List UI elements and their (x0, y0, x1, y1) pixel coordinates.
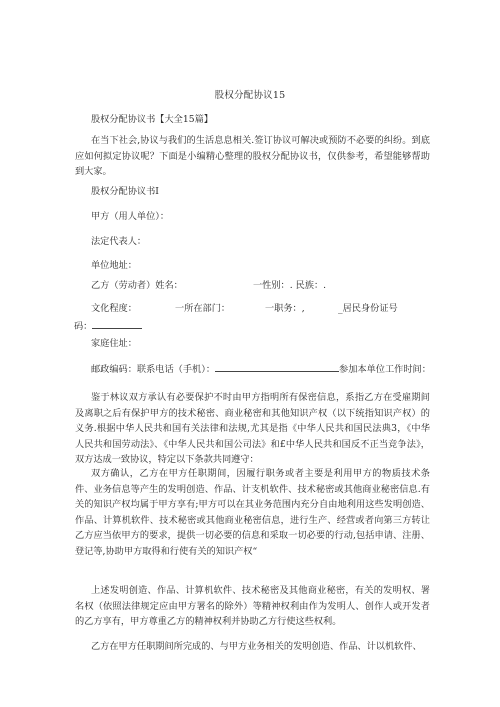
employment-works-paragraph: 乙方在甲方任职期间所完成的、与甲方业务相关的发明创造、作品、计以机软件、 (91, 641, 422, 652)
phone-blank (215, 361, 339, 372)
party-b-gender-ethnicity-field: 一性别：. 民族：. (253, 280, 327, 291)
home-address-field: 家庭住址： (91, 338, 137, 349)
join-date-label: 参加本单位工作时间： (339, 364, 431, 375)
id-card-code-label (74, 318, 142, 333)
education-field: 文化程度： (91, 303, 137, 314)
postal-phone-line (91, 361, 431, 376)
id-card-code-text: 码： (74, 321, 93, 332)
party-b-name-field: 乙方（劳动者）姓名： (91, 280, 183, 291)
ownership-paragraph: 双方确认，乙方在甲方任职期间，因履行职务或者主要是利用甲方的物质技术条件、业务信息等产生的发明创造、作品、计支机软件、技术秘密或其他商业秘密信息.有关的知识产权均属于甲方享有;甲方可以在其业务范围内充分自由地利用这些发明创造、作品、计算机软件、技术秘密或其他商业秘密信息，进行生产、经营或者向第三方转让乙方应当依甲方的要求，提供一切必要的信息和采取一切必要的行动,包括申请、注册、登记等,协助甲方取得和行使有关的知识产权“ (75, 468, 430, 557)
document-title: 股权分配协议15 (214, 90, 286, 101)
postal-phone-label: 邮政编码：联系电话（手机）： (91, 364, 216, 375)
section-heading: 股权分配协议书I (91, 186, 159, 197)
id-card-code-blank (92, 318, 142, 329)
id-card-field: _居民身份证号 (338, 303, 398, 314)
party-a-field: 甲方（用人单位）： (91, 211, 170, 222)
intro-paragraph: 在当下社会,协议与我们的生活息息相关.签订协议可解决或预防不必要的纠纷。到底应如何拟定协议呢？下面是小编精心整理的股权分配协议书，仅供参考，希望能够帮助到大家。 (75, 135, 430, 178)
position-field: 一职务：, (265, 303, 305, 314)
document-subtitle: 股权分配协议书【大全15篇】 (91, 114, 213, 125)
recital-paragraph: 鉴于林议双方承认有必要保护不时由甲方指明所有保密信息，系指乙方在受雇期间及离职之后有保护甲方的技术秘密、商业秘密和其他知识产权（以下统指知识产权）的义务.根据中华人民共和国有关法律和法规,尤其是指《中华人民共和国民法典3，《中华人民共和国劳动法》、《中华人民共和国公司法》和£中华人民共和国反不正当竞争法》，双方达成一致协议，特定以下条款共同遵守： (75, 392, 430, 465)
moral-rights-paragraph: 上述发明创造、作品、计算机软件、技术秘密及其他商业秘密，有关的发明权、署名权（依照法律规定应由甲方署名的除外）等精神权利由作为发明人、创作人或开发者的乙方享有，甲方尊重乙方的精神权利并协助乙方行使这些权利。 (75, 585, 430, 627)
unit-address-field: 单位地址： (91, 260, 137, 271)
legal-representative-field: 法定代表人： (91, 236, 147, 247)
department-field: 一所在部门： (175, 303, 231, 314)
